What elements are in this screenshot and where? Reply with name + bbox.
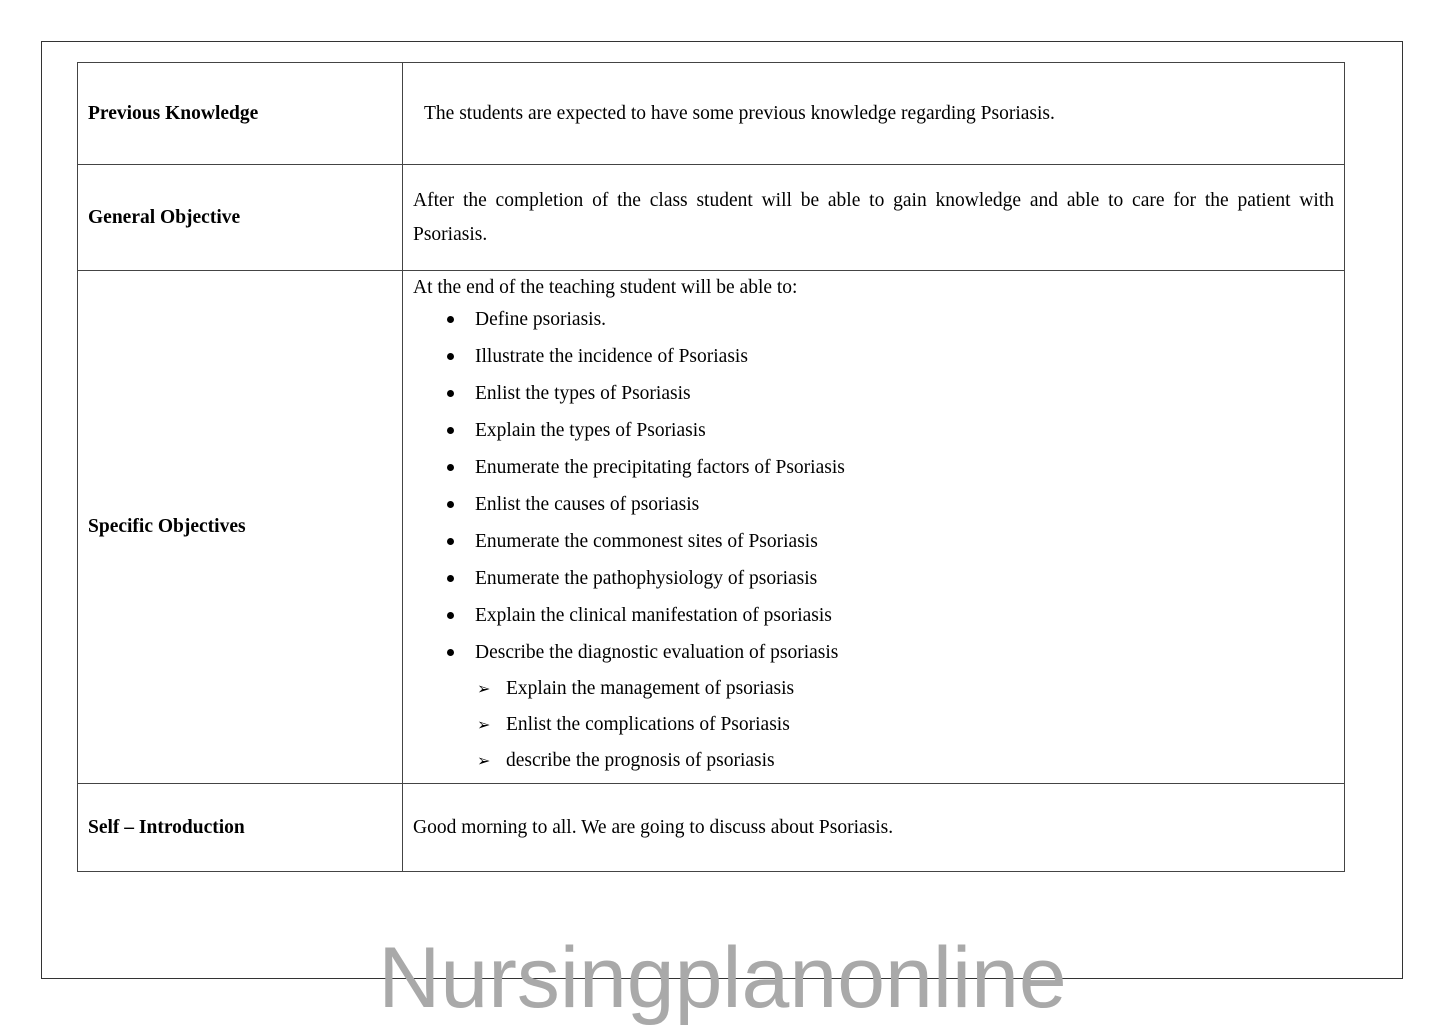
arrow-bullet-icon: ➢: [477, 679, 491, 698]
table-row: [78, 63, 1345, 165]
list-item-text: Define psoriasis.: [475, 309, 607, 330]
list-item-text: describe the prognosis of psoriasis: [506, 750, 775, 771]
list-item: [413, 412, 1334, 449]
row-label-self-introduction: Self – Introduction: [78, 784, 403, 872]
bullet-icon: [447, 464, 454, 471]
list-item: [413, 671, 1334, 707]
list-item: [413, 338, 1334, 375]
list-item-text: Explain the types of Psoriasis: [475, 420, 706, 441]
list-item-text: Illustrate the incidence of Psoriasis: [475, 346, 748, 367]
row-content-previous-knowledge: [403, 63, 1345, 165]
list-item: [413, 743, 1334, 779]
previous-knowledge-text: The students are expected to have some previous knowledge regarding Psoriasis.: [424, 102, 1055, 124]
row-content-self-introduction: [403, 784, 1345, 872]
list-item-text: Enumerate the precipitating factors of Psoriasis: [475, 457, 845, 478]
bullet-icon: [447, 427, 454, 434]
table-row: [78, 165, 1345, 271]
arrow-bullet-icon: ➢: [477, 751, 491, 770]
arrow-list: [413, 671, 1334, 779]
bullet-icon: [447, 501, 454, 508]
bullet-icon: [447, 353, 454, 360]
row-content-specific-objectives: [403, 271, 1345, 784]
list-item: [413, 560, 1334, 597]
self-introduction-text: Good morning to all. We are going to discuss about Psoriasis.: [413, 816, 894, 838]
bullet-list: [413, 301, 1334, 671]
list-item-text: Describe the diagnostic evaluation of psoriasis: [475, 642, 839, 663]
specific-objectives-intro: At the end of the teaching student will be able to:: [413, 277, 798, 298]
row-label-specific-objectives: Specific Objectives: [78, 271, 403, 784]
watermark: Nursingplanonline: [378, 930, 1067, 1026]
list-item-text: Enumerate the commonest sites of Psoriasis: [475, 531, 818, 552]
list-item-text: Enlist the complications of Psoriasis: [506, 714, 790, 735]
lesson-plan-table: [77, 62, 1345, 872]
bullet-icon: [447, 575, 454, 582]
row-label-previous-knowledge: Previous Knowledge: [78, 63, 403, 165]
list-item: [413, 634, 1334, 671]
list-item: [413, 523, 1334, 560]
list-item-text: Enumerate the pathophysiology of psoriasis: [475, 568, 818, 589]
bullet-icon: [447, 538, 454, 545]
table-row: [78, 271, 1345, 784]
list-item-text: Enlist the types of Psoriasis: [475, 383, 691, 404]
list-item: [413, 707, 1334, 743]
list-item: [413, 486, 1334, 523]
list-item-text: Enlist the causes of psoriasis: [475, 494, 700, 515]
list-item-text: Explain the clinical manifestation of psoriasis: [475, 605, 832, 626]
list-item: [413, 375, 1334, 412]
row-content-general-objective: [403, 165, 1345, 271]
table-row: [78, 784, 1345, 872]
bullet-icon: [447, 649, 454, 656]
list-item: [413, 301, 1334, 338]
row-label-general-objective: General Objective: [78, 165, 403, 271]
general-objective-text: After the completion of the class student will be able to gain knowledge and able to care for the patient with Psoriasis.: [413, 189, 1334, 245]
list-item: [413, 597, 1334, 634]
list-item: [413, 449, 1334, 486]
bullet-icon: [447, 316, 454, 323]
bullet-icon: [447, 390, 454, 397]
bullet-icon: [447, 612, 454, 619]
arrow-bullet-icon: ➢: [477, 715, 491, 734]
list-item-text: Explain the management of psoriasis: [506, 678, 795, 699]
